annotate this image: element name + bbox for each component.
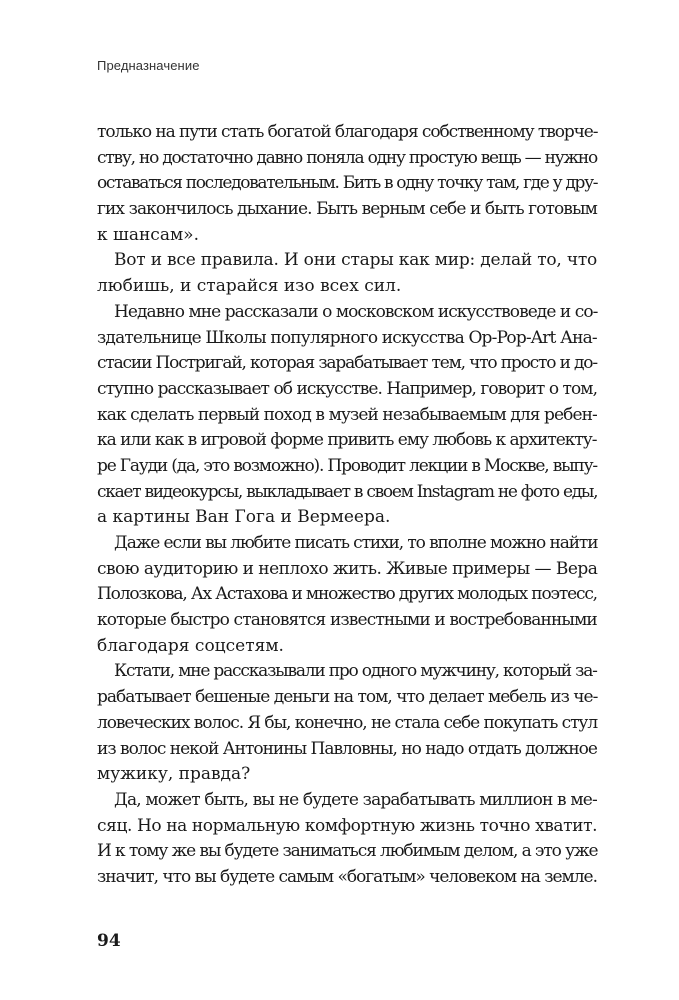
text-line: свою аудиторию и неплохо жить. Живые примеры — Вера — [97, 558, 598, 579]
text-line: мужику, правда? — [97, 764, 251, 785]
text-line: а картины Ван Гога и Вермеера. — [97, 507, 391, 528]
text-line: ступно рассказывает об искусстве. Например, говорит о том, — [97, 378, 598, 399]
text-line: И к тому же вы будете заниматься любимым делом, а это уже — [97, 841, 598, 862]
text-line: ка или как в игровой форме привить ему любовь к архитекту- — [97, 430, 597, 451]
body-text — [97, 120, 597, 891]
paragraph-first-line: Даже если вы любите писать стихи, то вполне можно найти — [114, 533, 598, 553]
text-line: скает видеокурсы, выкладывает в своем Instagram не фото еды, — [97, 481, 598, 502]
text-line: ловеческих волос. Я бы, конечно, не стала себе покупать стул — [97, 712, 598, 733]
text-line: как сделать первый поход в музей незабываемым для ребен- — [97, 404, 597, 425]
text-line: из волос некой Антонины Павловны, но надо отдать должное — [97, 738, 597, 759]
text-line: значит, что вы будете самым «богатым» человеком на земле. — [97, 866, 597, 887]
text-line: ре Гауди (да, это возможно). Проводит лекции в Москве, выпу- — [97, 455, 597, 476]
running-head: Предназначение — [97, 58, 200, 73]
text-line: благодаря соцсетям. — [97, 635, 284, 656]
paragraph-first-line: Да, может быть, вы не будете зарабатывать миллион в ме- — [114, 789, 597, 810]
text-line: любишь, и старайся изо всех сил. — [97, 276, 402, 297]
paragraph-first-line: Вот и все правила. И они стары как мир: делай то, что — [114, 250, 598, 271]
page-number: 94 — [97, 931, 121, 951]
text-line: сяц. Но на нормальную комфортную жизнь точно хватит. — [97, 815, 598, 836]
text-line: только на пути стать богатой благодаря собственному творче- — [97, 122, 598, 142]
text-line: ству, но достаточно давно поняла одну простую вещь — нужно — [97, 147, 598, 168]
text-line: здательнице Школы популярного искусства Op-Pop-Art Ана- — [97, 327, 597, 348]
text-line: которые быстро становятся известными и востребованными — [97, 610, 597, 631]
text-line: стасии Постригай, которая зарабатывает тем, что просто и до- — [97, 353, 597, 374]
text-line: оставаться последовательным. Бить в одну точку там, где у дру- — [97, 173, 598, 194]
text-line: Полозкова, Ах Астахова и множество других молодых поэтесс, — [97, 584, 597, 605]
paragraph-first-line: Недавно мне рассказали о московском искусствоведе и со- — [114, 301, 598, 322]
text-line: гих закончилось дыхание. Быть верным себе и быть готовым — [97, 199, 597, 220]
text-line: к шансам». — [97, 224, 199, 245]
paragraph-first-line: Кстати, мне рассказывали про одного мужчину, который за- — [114, 661, 597, 682]
text-line: рабатывает бешеные деньги на том, что делает мебель из че- — [97, 687, 598, 708]
